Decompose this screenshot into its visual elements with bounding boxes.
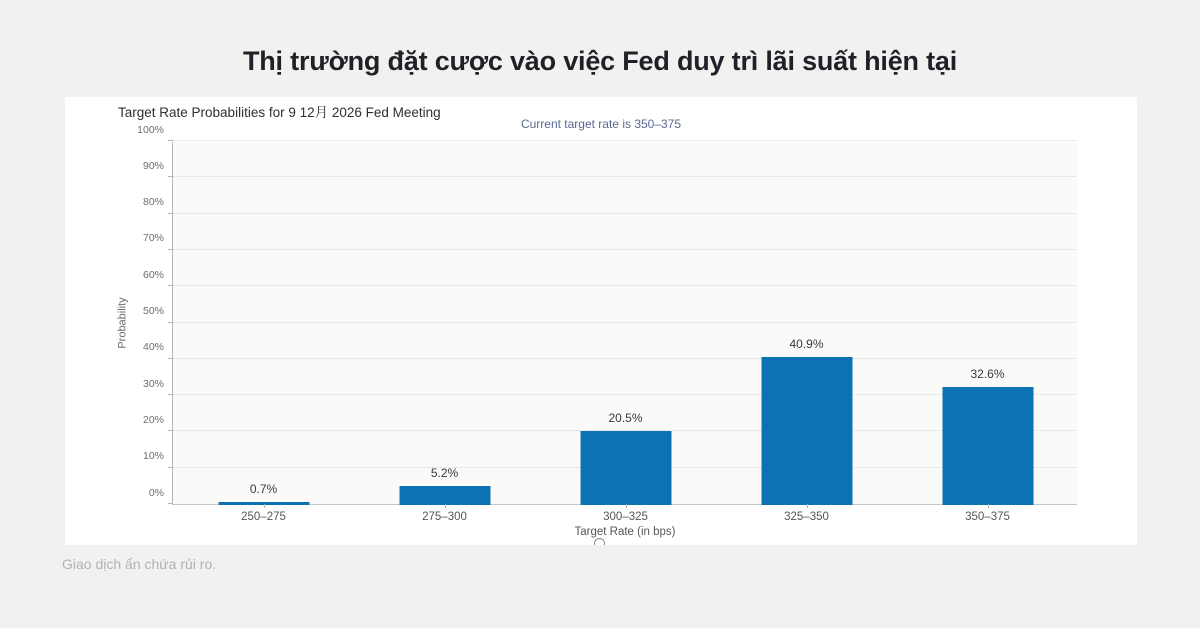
bar-column xyxy=(354,141,535,523)
y-tick-label: 30% xyxy=(142,377,164,390)
y-tick-label: 100% xyxy=(137,123,164,136)
y-tick-label: 60% xyxy=(142,268,164,281)
bar-column xyxy=(716,141,897,523)
x-category-label: 300–325 xyxy=(603,511,648,523)
y-tick-label: 0% xyxy=(148,486,164,499)
bar xyxy=(761,357,852,505)
bar-value-label: 40.9% xyxy=(789,336,824,351)
x-tick-mark xyxy=(807,504,808,508)
x-tick-mark xyxy=(264,504,265,508)
x-axis-title: Target Rate (in bps) xyxy=(574,526,676,538)
bar-value-label: 20.5% xyxy=(608,410,643,425)
y-tick-label: 10% xyxy=(142,450,164,463)
bar xyxy=(942,387,1033,505)
chart-subtitle: Current target rate is 350–375 xyxy=(520,117,682,131)
bar-value-label: 0.7% xyxy=(249,482,278,497)
x-category-label: 325–350 xyxy=(784,511,829,523)
bar-column xyxy=(173,141,354,523)
y-tick-label: 40% xyxy=(142,341,164,354)
bar xyxy=(399,486,490,505)
cropped-logo-mark xyxy=(594,538,605,545)
x-category-label: 275–300 xyxy=(422,511,467,523)
x-tick-mark xyxy=(988,504,989,508)
page-title: Thị trường đặt cược vào việc Fed duy trì lãi suất hiện tại xyxy=(242,46,958,76)
x-tick-mark xyxy=(626,504,627,508)
y-axis-title: Probability xyxy=(116,297,129,349)
chart-panel xyxy=(65,97,1137,545)
bar-column xyxy=(535,141,716,523)
y-tick-label: 70% xyxy=(142,232,164,245)
x-category-label: 250–275 xyxy=(241,511,286,523)
x-tick-mark xyxy=(445,504,446,508)
bar-column xyxy=(897,141,1078,523)
bar xyxy=(580,431,671,505)
y-tick-label: 50% xyxy=(142,305,164,317)
risk-disclaimer: Giao dịch ẩn chứa rủi ro. xyxy=(62,556,217,572)
bar-value-label: 32.6% xyxy=(970,366,1005,381)
y-tick-label: 20% xyxy=(142,413,164,426)
y-tick-label: 90% xyxy=(142,159,164,172)
bar-value-label: 5.2% xyxy=(430,466,459,481)
y-tick-label: 80% xyxy=(142,196,164,209)
x-category-label: 350–375 xyxy=(965,511,1010,523)
chart-title: Target Rate Probabilities for 9 12月 2026 Fed Meeting xyxy=(118,105,441,120)
